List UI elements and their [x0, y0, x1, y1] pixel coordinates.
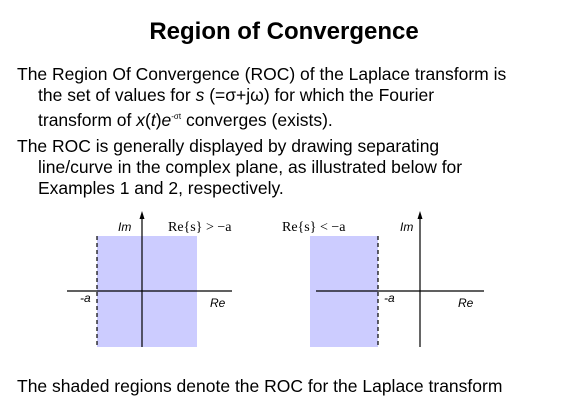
- text-fragment: ): [155, 110, 162, 130]
- slide-title: Region of Convergence: [149, 18, 419, 45]
- paragraph-line: Examples 1 and 2, respectively.: [38, 178, 284, 198]
- im-label: Im: [118, 220, 132, 234]
- text-fragment: (: [144, 110, 151, 130]
- footer-text: The shaded regions denote the ROC for the Laplace transform: [17, 376, 503, 396]
- neg-a-label: -a: [384, 291, 395, 305]
- paragraph-line: The ROC is generally displayed by drawing separating: [17, 136, 440, 156]
- variable-x: x: [136, 110, 145, 130]
- text-fragment: converges (exists).: [181, 110, 333, 130]
- paragraph-line: line/curve in the complex plane, as illustrated below for: [38, 157, 463, 177]
- roc-condition: Re{s} < −a: [282, 220, 346, 235]
- exponent: -σt: [171, 112, 182, 121]
- roc-condition: Re{s} > −a: [168, 220, 232, 235]
- variable-s: s: [195, 85, 205, 105]
- text-fragment: (=σ+jω) for which the Fourier: [204, 85, 435, 105]
- paragraph-line: The Region Of Convergence (ROC) of the Laplace transform is: [17, 64, 507, 84]
- imaginary-axis-arrowhead: [140, 211, 145, 219]
- roc-figure-right: [282, 211, 484, 347]
- re-label: Re: [458, 296, 474, 310]
- neg-a-label: -a: [80, 291, 91, 305]
- text-fragment: transform of: [38, 110, 137, 130]
- imaginary-axis-arrowhead: [418, 211, 423, 219]
- variable-e: e: [161, 110, 172, 130]
- roc-figure-left: [67, 211, 232, 347]
- im-label: Im: [400, 220, 414, 234]
- text-fragment: the set of values for: [38, 85, 196, 105]
- re-label: Re: [210, 296, 226, 310]
- variable-t: t: [150, 110, 156, 130]
